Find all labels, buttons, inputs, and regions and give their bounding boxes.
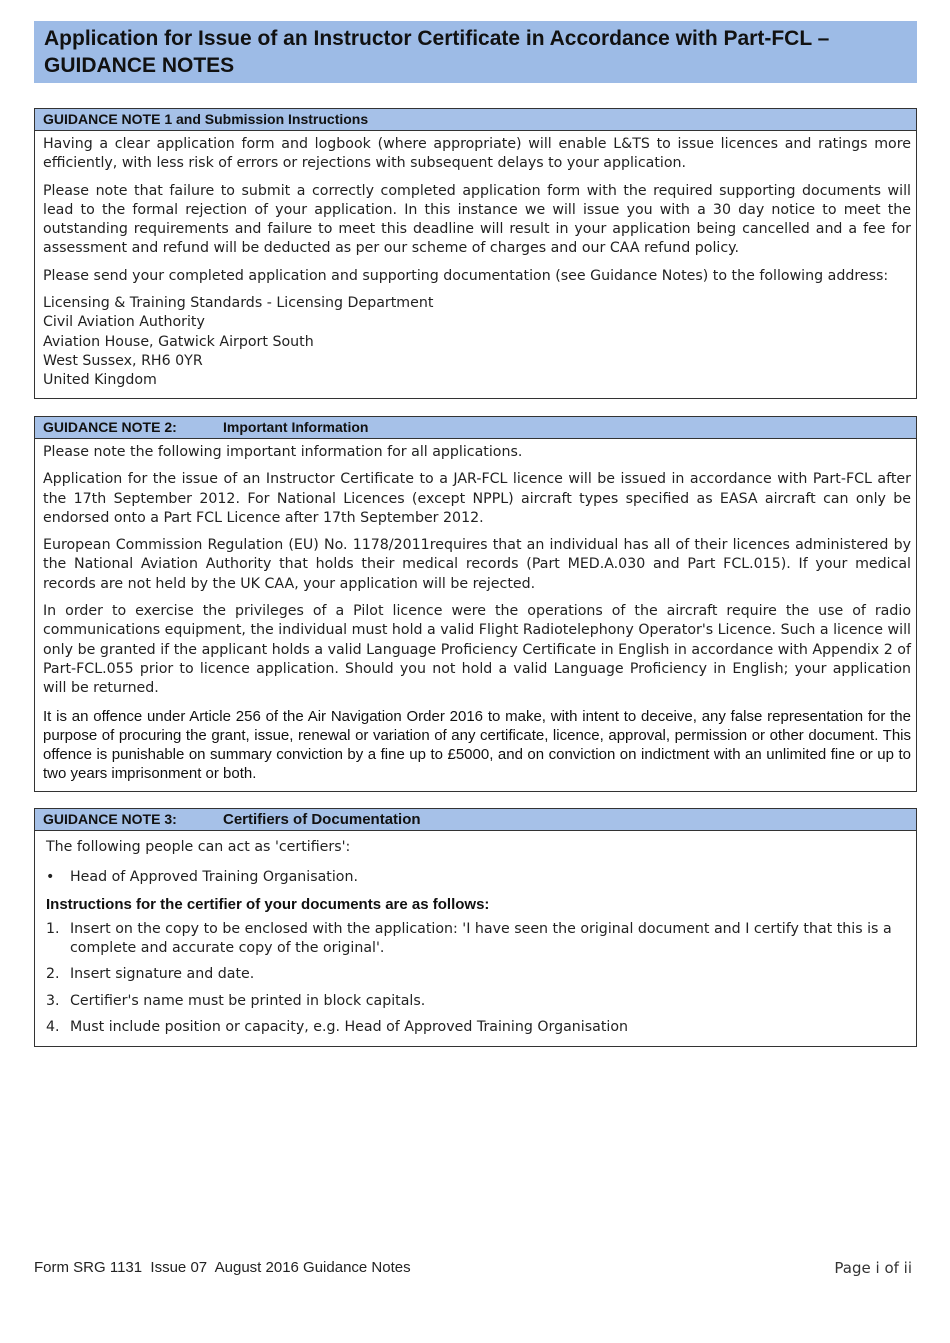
list-item-text: Insert signature and date. [70,966,255,983]
offence-warning: It is an offence under Article 256 of the Air Navigation Order 2016 to make, with intent to deceive, any false representation for the purpose of procuring the grant, issue, renewal or variation of any certificate, licence, approval, permission or other document. This offence is punishable on summary conviction by a fine up to £5000, and on conviction on indictment with an unlimited fine or up to two years imprisonment or both. [43,707,911,783]
page-title-line-2: GUIDANCE NOTES [44,54,235,77]
list-item [46,868,911,887]
note1-paragraph: Please note that failure to submit a correctly completed application form with the required supporting documents will lead to the formal rejection of your application. In this instance we will issue you with a 30 day notice to meet the outstanding requirements and failure to meet this deadline will result in your application being cancelled and a fee for assessment and refund will be deducted as per our scheme of charges and our CAA refund policy. [43,182,911,257]
guidance-note-3-body [35,831,916,1037]
address-line: Licensing & Training Standards - Licensing Department [43,295,434,312]
list-item [46,992,911,1011]
list-item-text: Insert on the copy to be enclosed with the application: 'I have seen the original document and I certify that this is a complete and accurate copy of the original'. [70,920,892,957]
certifiers-intro: The following people can act as 'certifiers': [46,839,351,855]
page-title-line-1: Application for Issue of an Instructor Certificate in Accordance with Part-FCL – [44,27,830,50]
address-line: Aviation House, Gatwick Airport South [43,333,314,350]
note1-paragraph: Having a clear application form and logbook (where appropriate) will enable L&TS to issue licences and ratings more efficiently, with less risk of errors or rejections with subsequent delays to your application. [43,136,911,172]
bullet-marker: • [46,869,55,886]
step-number: 1. [46,920,60,937]
instructions-heading: Instructions for the certifier of your documents are as follows: [46,895,490,913]
guidance-note-1 [34,108,917,399]
note2-paragraph: Application for the issue of an Instructor Certificate to a JAR-FCL licence will be issued in accordance with Part-FCL after the 17th September 2012. For National Licences (except NPPL) aircraft types specified as EASA aircraft can only be endorsed onto a Part FCL Licence after 17th September 2012. [43,471,911,526]
address-line: Civil Aviation Authority [43,314,205,331]
list-item [46,1018,911,1037]
guidance-note-2 [34,416,917,792]
list-item-text: Head of Approved Training Organisation. [70,869,358,886]
guidance-note-2-title: Important Information [223,419,369,435]
postal-address [43,294,911,390]
address-line: West Sussex, RH6 0YR [43,352,203,369]
guidance-note-3-heading [35,809,916,831]
guidance-note-1-body [35,131,916,391]
list-item [46,965,911,984]
page-number: Page i of ii [834,1259,912,1277]
step-number: 3. [46,992,60,1009]
step-number: 2. [46,966,60,983]
guidance-note-3 [34,808,917,1047]
guidance-note-1-heading: GUIDANCE NOTE 1 and Submission Instructions [35,109,916,131]
note2-paragraph: In order to exercise the privileges of a Pilot licence were the operations of the aircraft require the use of radio communications equipment, the individual must hold a valid Flight Radiotelephony Operator's Licence. Such a licence will only be granted if the applicant holds a valid Language Proficiency Certificate in English in accordance with Appendix 2 of Part-FCL.055 prior to licence application. Should you not hold a valid Language Proficiency in English; your application will be returned. [43,603,911,697]
address-line: United Kingdom [43,372,157,389]
note1-paragraph: Please send your completed application and supporting documentation (see Guidance Notes) to the following address: [43,267,889,284]
list-item-text: Must include position or capacity, e.g. Head of Approved Training Organisation [70,1019,629,1036]
form-reference: Form SRG 1131 Issue 07 August 2016 Guidance Notes [34,1259,411,1276]
list-item-text: Certifier's name must be printed in block capitals. [70,992,426,1009]
guidance-note-2-heading [35,417,916,439]
page-title [34,21,917,83]
guidance-note-2-label: GUIDANCE NOTE 2: [43,419,177,435]
note2-paragraph: Please note the following important information for all applications. [43,444,523,460]
list-item [46,920,911,959]
guidance-note-3-label: GUIDANCE NOTE 3: [43,811,177,827]
note2-paragraph: European Commission Regulation (EU) No. 1178/2011requires that an individual has all of their licences administered by the National Aviation Authority that holds their medical records (Part MED.A.030 and Part FCL.015). If your medical records are not held by the UK CAA, your application will be rejected. [43,537,911,592]
guidance-note-2-body [35,439,916,784]
step-number: 4. [46,1019,60,1036]
guidance-note-3-title: Certifiers of Documentation [223,811,421,828]
